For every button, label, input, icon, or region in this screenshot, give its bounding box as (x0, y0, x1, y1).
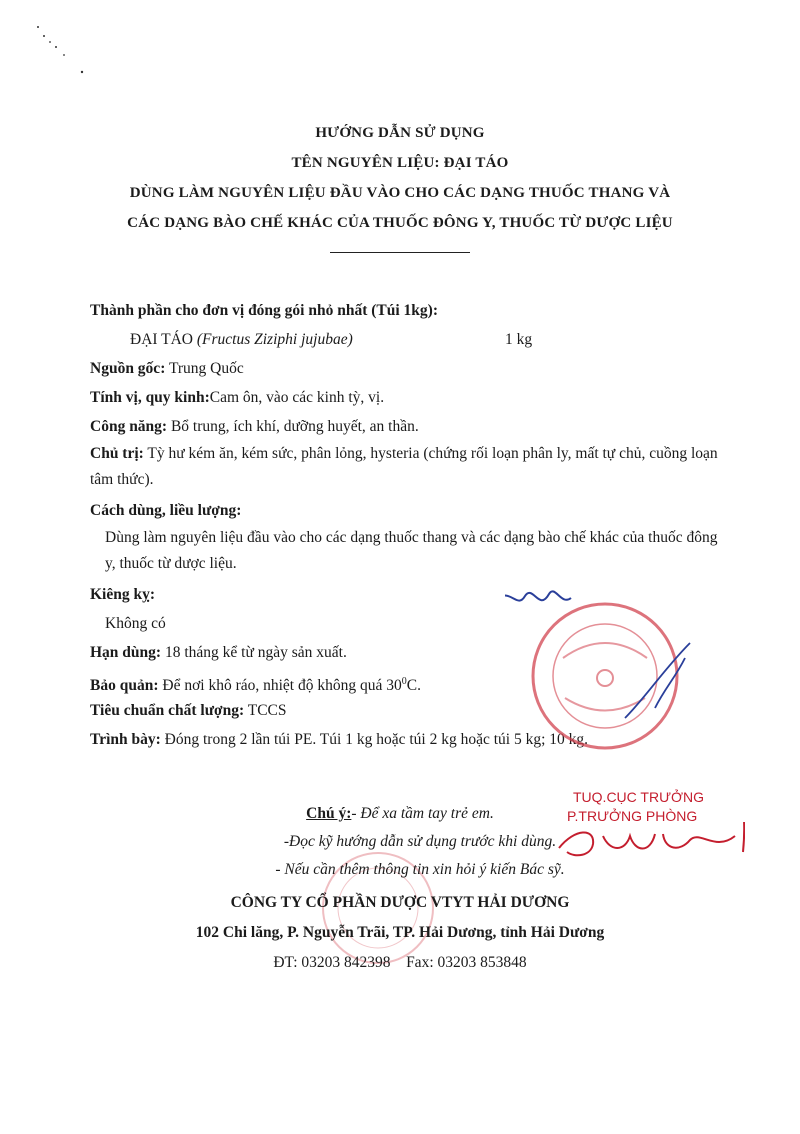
signer-title-2: P.TRƯỞNG PHÒNG (567, 808, 698, 824)
doc-title: HƯỚNG DẪN SỬ DỤNG (315, 125, 485, 141)
usage-line-1: DÙNG LÀM NGUYÊN LIỆU ĐẦU VÀO CHO CÁC DẠNG THUỐC THANG VÀ (129, 185, 671, 201)
material-name: TÊN NGUYÊN LIỆU: ĐẠI TÁO (291, 155, 509, 171)
document-header (0, 118, 800, 253)
standard-value: TCCS (244, 702, 287, 719)
nature-row (90, 383, 730, 412)
storage-label: Bảo quản: (90, 677, 159, 695)
usage-line-2: CÁC DẠNG BÀO CHẾ KHÁC CỦA THUỐC ĐÔNG Y, THUỐC TỪ DƯỢC LIỆU (127, 215, 673, 231)
origin-label: Nguồn gốc: (90, 360, 166, 377)
standard-label: Tiêu chuẩn chất lượng: (90, 702, 245, 719)
function-row (90, 412, 730, 441)
usage-value-row (90, 525, 730, 577)
packaging-value: Đóng trong 2 lần túi PE. Túi 1 kg hoặc túi 2 kg hoặc túi 5 kg; 10 kg. (160, 731, 588, 748)
indication-value: Tỳ hư kém ăn, kém sức, phân lỏng, hysteria (chứng rối loạn phân ly, mất tự chủ, cuồng loạn tâm thức). (90, 445, 718, 488)
composition-item-row (90, 325, 730, 354)
title-divider (330, 252, 470, 253)
degree-sup: 0 (401, 676, 407, 687)
notes-block (0, 800, 800, 884)
note-line-2: -Đọc kỹ hướng dẫn sử dụng trước khi dùng. (283, 833, 557, 850)
usage-label: Cách dùng, liều lượng: (90, 502, 242, 519)
scan-specks (30, 25, 100, 85)
contra-value: Không có (105, 615, 166, 632)
item-latin: (Fructus Ziziphi jujubae) (196, 331, 353, 348)
company-fax: Fax: 03203 853848 (406, 954, 527, 971)
company-contact (0, 948, 800, 978)
indication-label: Chủ trị: (90, 445, 144, 462)
item-qty: 1 kg (505, 331, 533, 348)
note-line-1 (0, 800, 800, 828)
expiry-label: Hạn dùng: (90, 644, 162, 661)
usage-label-row (90, 496, 730, 525)
origin-value: Trung Quốc (165, 360, 244, 377)
expiry-value: 18 tháng kể từ ngày sản xuất. (161, 644, 347, 661)
company-address: 102 Chi lăng, P. Nguyễn Trãi, TP. Hải Dương, tỉnh Hải Dương (195, 924, 605, 941)
company-phone: ĐT: 03203 842398 (273, 954, 391, 971)
nature-label: Tính vị, quy kinh: (90, 389, 210, 406)
signer-title-1: TUQ.CỤC TRƯỞNG (573, 789, 705, 805)
note-line-3: - Nếu cần thêm thông tin xin hỏi ý kiến Bác sỹ. (275, 861, 565, 878)
indication-row (90, 441, 730, 493)
origin-row (90, 354, 730, 383)
contra-label: Kiêng kỵ: (90, 586, 156, 603)
storage-value: Để nơi khô ráo, nhiệt độ không quá 30 (158, 677, 402, 695)
nature-value: Cam ôn, vào các kinh tỳ, vị. (209, 389, 385, 406)
official-seal (505, 588, 705, 758)
item-name: ĐẠI TÁO (130, 331, 197, 348)
function-value: Bổ trung, ích khí, dưỡng huyết, an thần. (167, 418, 419, 435)
packaging-label: Trình bày: (90, 731, 161, 748)
composition-label: Thành phần cho đơn vị đóng gói nhỏ nhất (Túi 1kg): (90, 302, 439, 319)
note-1: - Để xa tầm tay trẻ em. (351, 805, 494, 822)
function-label: Công năng: (90, 418, 168, 435)
company-name: CÔNG TY CỔ PHẦN DƯỢC VTYT HẢI DƯƠNG (230, 894, 570, 911)
composition-label-row (90, 296, 730, 325)
usage-value: Dùng làm nguyên liệu đầu vào cho các dạng thuốc thang và các dạng bào chế khác của thuốc đông y, thuốc từ dược liệu. (105, 529, 718, 572)
company-block (0, 888, 800, 978)
storage-unit: C. (406, 677, 421, 695)
notes-label: Chú ý: (306, 805, 352, 822)
